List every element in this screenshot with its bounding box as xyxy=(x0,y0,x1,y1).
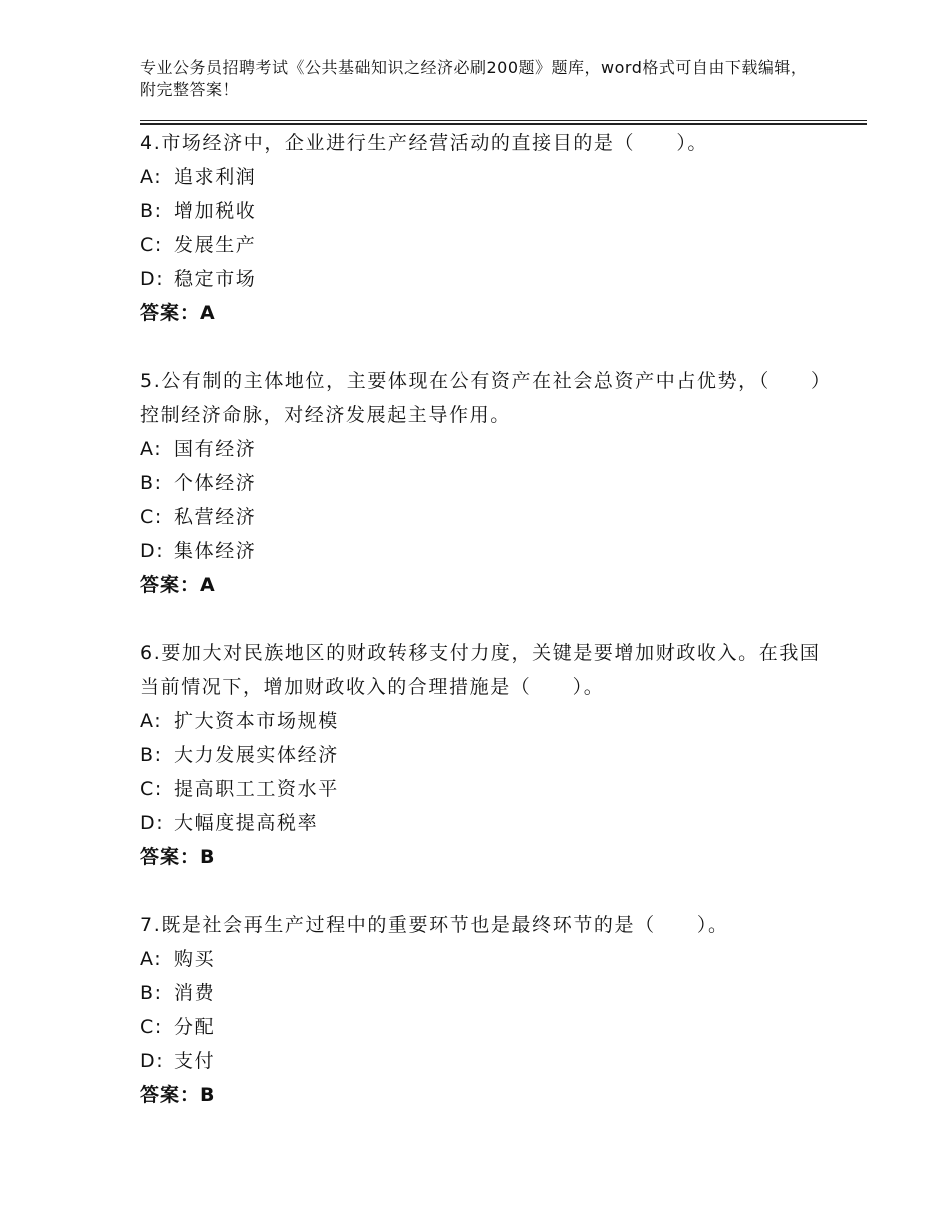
option-b xyxy=(140,466,840,500)
option-key: A: xyxy=(140,710,163,732)
option-key: A: xyxy=(140,166,163,188)
option-a xyxy=(140,942,840,976)
option-d xyxy=(140,806,840,840)
option-b xyxy=(140,976,840,1010)
option-key: C: xyxy=(140,234,163,256)
option-text: 集体经济 xyxy=(174,540,257,562)
option-key: A: xyxy=(140,948,163,970)
answer-line: 答案：B xyxy=(140,846,216,868)
option-key: C: xyxy=(140,1016,163,1038)
option-c xyxy=(140,1010,840,1044)
option-key: B: xyxy=(140,982,163,1004)
option-c xyxy=(140,772,840,806)
question-stem: 5.公有制的主体地位，主要体现在公有资产在社会总资产中占优势，（ ）控制经济命脉，对经济发展起主导作用。 xyxy=(140,370,832,426)
question-stem: 4.市场经济中，企业进行生产经营活动的直接目的是（ ）。 xyxy=(140,132,709,154)
option-c xyxy=(140,228,840,262)
option-text: 私营经济 xyxy=(174,506,257,528)
option-text: 购买 xyxy=(174,948,216,970)
question-stem: 7.既是社会再生产过程中的重要环节也是最终环节的是（ ）。 xyxy=(140,914,729,936)
option-key: D: xyxy=(140,268,165,290)
option-key: A: xyxy=(140,438,163,460)
question-stem: 6.要加大对民族地区的财政转移支付力度，关键是要增加财政收入。在我国当前情况下，增加财政收入的合理措施是（ ）。 xyxy=(140,642,821,698)
option-text: 支付 xyxy=(174,1050,216,1072)
option-text: 提高职工工资水平 xyxy=(174,778,339,800)
option-d xyxy=(140,262,840,296)
question-6 xyxy=(140,636,840,874)
option-key: D: xyxy=(140,812,165,834)
option-text: 国有经济 xyxy=(174,438,257,460)
question-7 xyxy=(140,908,840,1112)
option-key: C: xyxy=(140,778,163,800)
option-c xyxy=(140,500,840,534)
option-key: B: xyxy=(140,200,163,222)
option-text: 分配 xyxy=(174,1016,216,1038)
option-text: 消费 xyxy=(174,982,216,1004)
option-text: 扩大资本市场规模 xyxy=(174,710,339,732)
option-key: B: xyxy=(140,744,163,766)
option-d xyxy=(140,1044,840,1078)
option-key: D: xyxy=(140,1050,165,1072)
option-d xyxy=(140,534,840,568)
option-a xyxy=(140,432,840,466)
option-b xyxy=(140,194,840,228)
option-a xyxy=(140,704,840,738)
option-text: 发展生产 xyxy=(174,234,257,256)
option-a xyxy=(140,160,840,194)
question-4 xyxy=(140,126,840,330)
option-b xyxy=(140,738,840,772)
option-text: 稳定市场 xyxy=(174,268,257,290)
option-text: 大幅度提高税率 xyxy=(174,812,319,834)
option-text: 个体经济 xyxy=(174,472,257,494)
document-header: 专业公务员招聘考试《公共基础知识之经济必刷200题》题库，word格式可自由下载编辑，附完整答案！ xyxy=(140,58,808,99)
option-text: 大力发展实体经济 xyxy=(174,744,339,766)
option-key: C: xyxy=(140,506,163,528)
question-5 xyxy=(140,364,840,602)
answer-line: 答案：B xyxy=(140,1084,216,1106)
option-text: 追求利润 xyxy=(174,166,257,188)
option-key: D: xyxy=(140,540,165,562)
answer-line: 答案：A xyxy=(140,574,216,596)
question-list xyxy=(140,126,840,1146)
header-divider-thick-line xyxy=(140,123,867,125)
header-divider-thin-line xyxy=(140,120,867,121)
option-key: B: xyxy=(140,472,163,494)
answer-line: 答案：A xyxy=(140,302,216,324)
option-text: 增加税收 xyxy=(174,200,257,222)
